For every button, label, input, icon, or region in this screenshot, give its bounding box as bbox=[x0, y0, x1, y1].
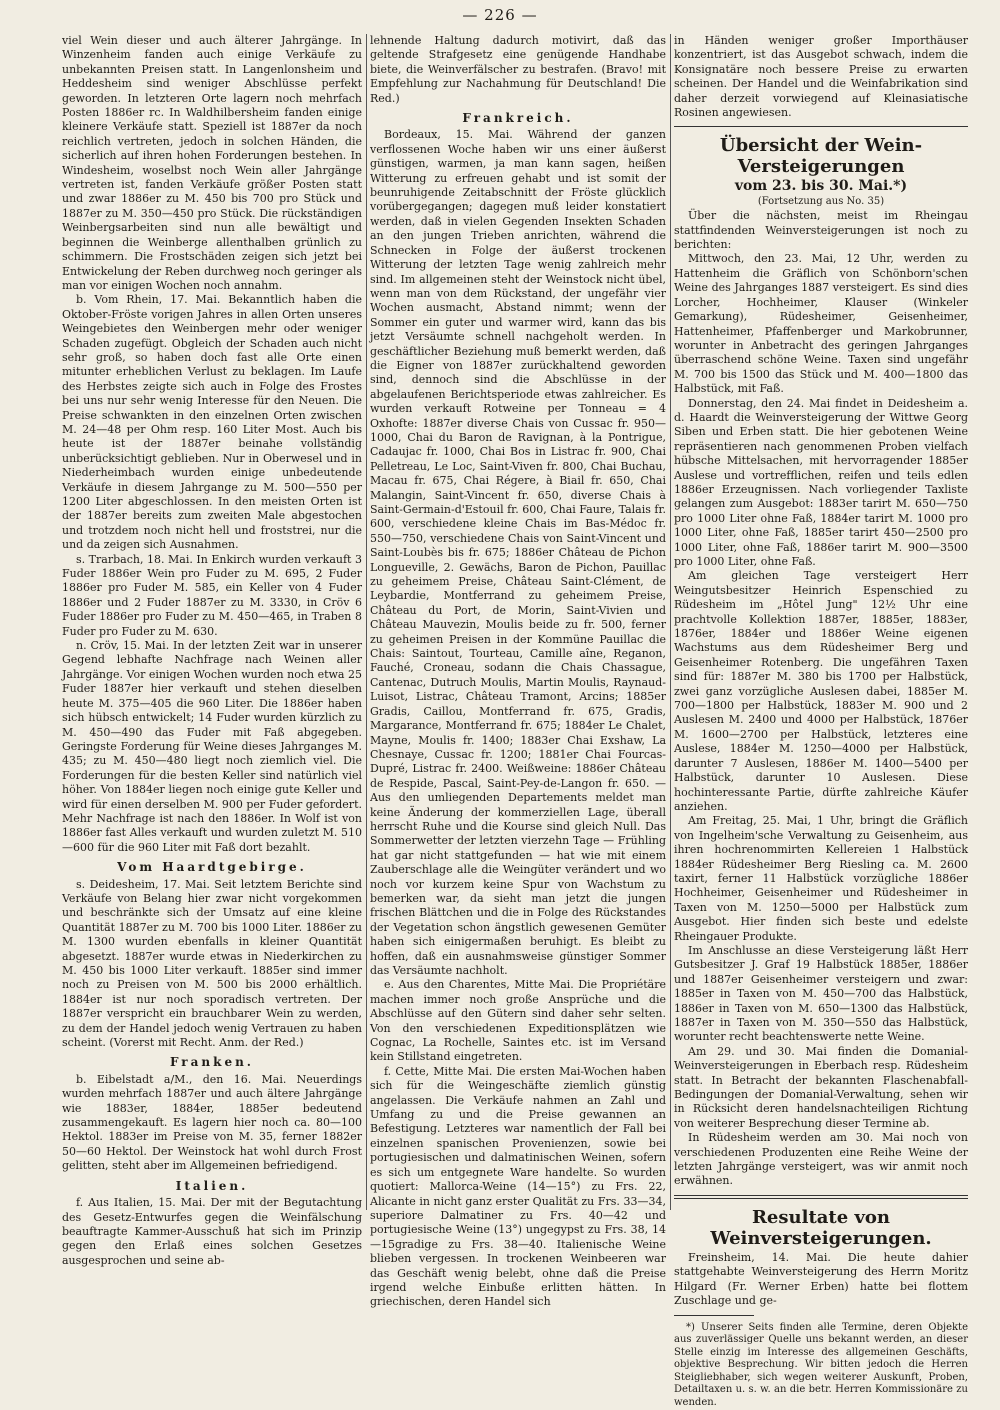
page-number: — 226 — bbox=[462, 6, 538, 24]
col1-paragraph: s. Deidesheim, 17. Mai. Seit letztem Berichte sind Verkäufe von Belang hier zwar nicht vorgekommen und beschränkte sich der Umsatz auf eine kleine Quantität 1887er zu M. 700 bis 1000 Liter. 1886er zu M. 1300 wurden ebenfalls in kleiner Quantität abgesetzt. 1887er wurde etwas in Niederkirchen zu M. 450 bis 1000 Liter verkauft. 1885er sind immer noch zu Preisen von M. 500 bis 2000 erhältlich. 1884er ist nur noch sporadisch vertreten. Der 1887er verspricht ein brauchbarer Wein zu werden, zu dem der Handel jedoch wenig Vertrauen zu haben scheint. (Vorerst mit Recht. Anm. der Red.) bbox=[62, 877, 362, 1050]
col2-paragraph: e. Aus den Charentes, Mitte Mai. Die Propriétäre machen immer noch große Ansprüche und die Abschlüsse auf den Gütern sind daher sehr selten. Von den verschiedenen Expeditionsplätzen wie Cognac, La Rochelle, Saintes etc. ist im Versand kein Stillstand eingetreten. bbox=[370, 978, 666, 1064]
heading-resultate: Resultate von Weinversteigerungen. bbox=[710, 1206, 932, 1249]
section-divider bbox=[674, 126, 968, 127]
heading-uebersicht: Übersicht der Wein-Versteigerungen bbox=[719, 135, 923, 178]
continuation-note: (Fortsetzung aus No. 35) bbox=[757, 195, 885, 207]
footnote bbox=[674, 1322, 968, 1410]
col3-paragraph: Am gleichen Tage versteigert Herr Weingutsbesitzer Heinrich Espenschied zu Rüdesheim im „Hôtel Jung" 12½ Uhr eine prachtvolle Kollektion 1887er, 1885er, 1883er, 1876er, 1884er und 1886er Weine eigenen Wachstums aus dem Rüdesheimer Berg und Geisenheimer Rotenberg. Die ungefähren Taxen sind für: 1887er M. 380 bis 1700 per Halbstück, zwei ganz vorzügliche Auslesen dabei, 1885er M. 700—1800 per Halbstück, 1883er M. 900 und 2 Auslesen M. 2400 und 4000 per Halbstück, 1876er M. 1600—2700 per Halbstück, letzteres eine Auslese, 1884er M. 1250—4000 per Halbstück, darunter 7 Auslesen, 1886er M. 1400—5400 per Halbstück, darunter 10 Auslesen. Diese hochinteressante Partie, dürfte zahlreiche Käufer anziehen. bbox=[674, 569, 968, 813]
col1-paragraph: f. Aus Italien, 15. Mai. Der mit der Begutachtung des Gesetz-Entwurfes gegen die Weinfälschung beauftragte Kammer-Ausschuß hat sich im Prinzip gegen den Erlaß eines solchen Gesetzes ausgesprochen und seine ab- bbox=[62, 1196, 362, 1267]
col3-paragraph: Donnerstag, den 24. Mai findet in Deidesheim a. d. Haardt die Weinversteigerung der Wittwe Georg Siben und Erben statt. Die hier gebotenen Weine repräsentieren nach genommenen Proben vielfach hübsche Mittelsachen, mit hervorragender 1885er Auslese und vortrefflichen, reifen und teils edlen 1886er Erzeugnissen. Nach vorliegender Taxliste gelangen zum Ausgebot: 1883er tarirt M. 650—750 pro 1000 Liter ohne Faß, 1884er tarirt M. 1000 pro 1000 Liter, ohne Faß, 1885er tarirt 450—2500 pro 1000 Liter, ohne Faß, 1886er tarirt M. 900—3500 pro 1000 Liter, ohne Faß. bbox=[674, 396, 968, 568]
col1-paragraph: b. Eibelstadt a/M., den 16. Mai. Neuerdings wurden mehrfach 1887er und auch ältere Jahrgänge wie 1883er, 1884er, 1885er bedeutend zusammengekauft. Es lagern hier noch ca. 80—100 Hektol. 1883er im Preise von M. 35, ferner 1882er 50—60 Hektol. Der Weinstock hat wohl durch Frost gelitten, steht aber im Allgemeinen befriedigend. bbox=[62, 1072, 362, 1173]
col2-paragraph: Bordeaux, 15. Mai. Während der ganzen verflossenen Woche haben wir uns einer äußerst günstigen, warmen, ja man kann sagen, heißen Witterung zu erfreuen gehabt und ist somit der beunruhigende Zeitabschnitt der Fröste glücklich vorübergegangen; dagegen muß leider konstatiert werden, daß in vielen Gegenden Insekten Schaden an den jungen Trieben anrichten, während die Schnecken in Folge der äußerst trockenen Witterung der letzten Tage wenig zahlreich mehr sind. Im allgemeinen steht der Weinstock nicht übel, wenn man von dem Rückstand, der ungefähr vier Wochen ausmacht, Abstand nimmt; wenn der Sommer ein guter und warmer wird, kann das bis jetzt Versäumte schnell nachgeholt werden. In geschäftlicher Beziehung muß bemerkt werden, daß die Eigner von 1887er zurückhaltend geworden sind, dennoch sind die Abschlüsse in der abgelaufenen Berichtsperiode etwas zahlreicher. Es wurden verkauft Rotweine per Tonneau = 4 Oxhofte: 1887er diverse Chais von Cussac fr. 950—1000, Chai du Baron de Ravignan, à la Pontrigue, Cadaujac fr. 1000, Chai Bos in Listrac fr. 900, Chai Pelletreau, Le Loc, Saint-Viven fr. 800, Chai Buchau, Macau fr. 675, Chai Régere, à Biail fr. 650, Chai Malangin, Saint-Vincent fr. 650, diverse Chais à Saint-Germain-d'Estouil fr. 600, Chai Faure, Talais fr. 600, verschiedene kleine Chais im Bas-Médoc fr. 550—750, verschiedene Chais von Saint-Vincent und Saint-Loubès bis fr. 675; 1886er Château de Pichon Longueville, 2. Gewächs, Baron de Pichon, Pauillac zu geheimem Preise, Château Saint-Clément, de Leybardie, Montferrand zu geheimem Preise, Château du Port, de Morin, Saint-Vivien und Château Mauvezin, Moulis beide zu fr. 500, ferner zu geheimen Preisen in der Kommüne Pauillac die Chais: Saintout, Tourteau, Camille aîne, Reganon, Fauché, Croneau, sodann die Chais Chassague, Cantenac, Dutruch Moulis, Martin Moulis, Raynaud-Luisot, Listrac, Château Tramont, Arcins; 1885er Gradis, Caillou, Montferrand fr. 675, Gradis, Margarance, Montferrand fr. 675; 1884er Le Chalet, Mayne, Moulis fr. 1400; 1883er Chai Exshaw, La Chesnaye, Cussac fr. 1200; 1881er Chai Fourcas-Dupré, Listrac fr. 2400. Weißweine: 1886er Château de Respide, Pascal, Saint-Pey-de-Langon fr. 650. — Aus den umliegenden Departements meldet man keine Änderung der kommerziellen Lage, überall herrscht Ruhe und die Kourse sind gleich Null. Das Sommerwetter der letzten vierzehn Tage — Frühling hat gar nicht stattgefunden — hat wie mit einem Zauberschlage alle die Weingüter verändert und wo noch vor kurzem keine Spur von Wachstum zu bemerken war, da sieht man jetzt die jungen frischen Blättchen und die in Folge des Rückstandes der Vegetation schon ängstlich gewesenen Gemüter haben sich einigermaßen beruhigt. Es bleibt zu hoffen, daß ein ausnahmsweise günstiger Sommer das Versäumte nachholt. bbox=[370, 128, 666, 977]
column-3 bbox=[674, 34, 968, 1409]
col3-paragraph: Im Anschlusse an diese Versteigerung läßt Herr Gutsbesitzer J. Graf 19 Halbstück 1885er, 1886er und 1887er Geisenheimer versteigern und zwar: 1885er in Taxen von M. 450—700 das Halbstück, 1886er in Taxen von M. 650—1300 das Halbstück, 1887er in Taxen von M. 350—550 das Halbstück, worunter recht beachtenswerte nette Weine. bbox=[674, 943, 968, 1044]
subheading-uebersicht: vom 23. bis 30. Mai.*) bbox=[734, 178, 908, 195]
footnote-separator bbox=[674, 1315, 754, 1316]
col3-paragraph: Mittwoch, den 23. Mai, 12 Uhr, werden zu Hattenheim die Gräflich von Schönborn'schen Weine des Jahrganges 1887 versteigert. Es sind dies Lorcher, Hochheimer, Klauser (Winkeler Gemarkung), Rüdesheimer, Geisenheimer, Hattenheimer, Pfaffenberger und Markobrunner, worunter in Anbetracht des geringen Jahrganges überraschend schöne Weine. Taxen sind ungefähr M. 700 bis 1500 das Stück und M. 400—1800 das Halbstück, mit Faß. bbox=[674, 252, 968, 396]
col3-paragraph: Freinsheim, 14. Mai. Die heute dahier stattgehabte Weinversteigerung des Herrn Moritz Hilgard (Fr. Werner Erben) hatte bei flottem Zuschlage und ge- bbox=[674, 1250, 968, 1308]
footnote-text: *) Unserer Seits finden alle Termine, deren Objekte aus zuverlässiger Quelle uns bekannt werden, an dieser Stelle einzig im Interesse des allgemeinen Geschäfts, objektive Besprechung. Wir bitten jedoch die Herren Steigliebhaber, sich wegen weiterer Auskunft, Proben, Detailtaxen u. s. w. an die betr. Herren Kommissionäre zu wenden. bbox=[674, 1321, 968, 1409]
col1-paragraph: viel Wein dieser und auch älterer Jahrgänge. In Winzenheim fanden auch einige Verkäufe zu unbekannten Preisen statt. In Langenlonsheim und Heddesheim sind weniger Abschlüsse perfekt geworden. In letzteren Orte lagern noch mehrfach Posten 1886er rc. In Waldhilbersheim fanden einige kleinere Verkäufe statt. Speziell ist 1887er da noch reichlich vertreten, jedoch in solchen Händen, die sicherlich auf ihren hohen Forderungen bestehen. In Windesheim, woselbst noch Wein aller Jahrgänge vertreten ist, fanden Verkäufe größer Posten statt und zwar 1886er zu M. 450 bis 700 pro Stück und 1887er zu M. 350—450 pro Stück. Die rückständigen Weinbergsarbeiten sind nun alle bewältigt und beginnen die Weinberge allenthalben grünlich zu schimmern. Die Frostschäden zeigen sich jetzt bei Entwickelung der Reben durchweg noch geringer als man vor einigen Wochen noch annahm. bbox=[62, 34, 362, 292]
col3-paragraph: In Rüdesheim werden am 30. Mai noch von verschiedenen Produzenten eine Reihe Weine der letzten Jahrgänge versteigert, was wir anmit noch erwähnen. bbox=[674, 1131, 968, 1188]
column-divider-1 bbox=[366, 34, 367, 1210]
col2-paragraph: f. Cette, Mitte Mai. Die ersten Mai-Wochen haben sich für die Weingeschäfte ziemlich günstig angelassen. Die Verkäufe nahmen an Zahl und Umfang zu und die Preise gewannen an Befestigung. Letzteres war namentlich der Fall bei einzelnen spanischen Provenienzen, sowie bei portugiesischen und dalmatinischen Weinen, sofern es sich um entgegnete Ware handelte. So wurden quotiert: Mallorca-Weine (14—15°) zu Frs. 22, Alicante in nicht ganz erster Qualität zu Frs. 33—34, superiore Dalmatiner zu Frs. 40—42 und portugiesische Weine (13°) ungegypst zu Frs. 38, 14—15gradige zu Frs. 38—40. Italienische Weine blieben vergessen. In trockenen Weinbeeren war das Geschäft wenig belebt, ohne daß die Preise irgend welche Einbuße erlitten hätten. In griechischen, deren Handel sich bbox=[370, 1064, 666, 1309]
col2-paragraph: lehnende Haltung dadurch motivirt, daß das geltende Strafgesetz eine genügende Handhabe biete, die Weinverfälscher zu bestrafen. (Bravo! mit Empfehlung zur Nachahmung für Deutschland! Die Red.) bbox=[370, 34, 666, 105]
section-heading-frankreich: Frankreich. bbox=[462, 111, 574, 126]
column-divider-2 bbox=[670, 34, 671, 1210]
column-1 bbox=[62, 34, 362, 1267]
column-2 bbox=[370, 34, 666, 1309]
section-heading-italien: Italien. bbox=[175, 1178, 249, 1193]
col3-paragraph: Über die nächsten, meist im Rheingau stattfindenden Weinversteigerungen ist noch zu berichten: bbox=[674, 209, 968, 252]
col3-paragraph: Am 29. und 30. Mai finden die Domanial-Weinversteigerungen in Eberbach resp. Rüdesheim statt. In Betracht der bekannten Flaschenabfall-Bedingungen der Domanial-Verwaltung, sehen wir in Rücksicht deren handelsnachteiligen Richtung von weiterer Besprechung dieser Termine ab. bbox=[674, 1044, 968, 1130]
col1-paragraph: b. Vom Rhein, 17. Mai. Bekanntlich haben die Oktober-Fröste vorigen Jahres in allen Orten unseres Weingebietes den Weinbergen mehr oder weniger Schaden zugefügt. Obgleich der Schaden auch nicht sehr groß, so haben doch fast alle Orte einen mitunter erheblichen Verlust zu beklagen. Im Laufe des Herbstes zeigte sich auch in Folge des Frostes bei uns nur sehr wenig Interesse für den Neuen. Die Preise schwankten in den einzelnen Orten zwischen M. 24—48 per Ohm resp. 160 Liter Most. Auch bis heute ist der 1887er beinahe vollständig unberücksichtigt geblieben. Nur in Oberwesel und in Niederheimbach wurden einige unbedeutende Verkäufe in diesem Jahrgange zu M. 500—550 per 1200 Liter abgeschlossen. In den meisten Orten ist der 1887er bereits zum zweiten Male abgestochen und trotzdem noch nicht hell und froststrei, nur die und da zeigen sich Ausnahmen. bbox=[62, 293, 362, 552]
section-heading-franken: Franken. bbox=[170, 1055, 254, 1070]
col1-paragraph: s. Trarbach, 18. Mai. In Enkirch wurden verkauft 3 Fuder 1886er Wein pro Fuder zu M. 695, 2 Fuder 1886er pro Fuder M. 585, ein Keller von 4 Fuder 1886er und 2 Fuder 1887er zu M. 3330, in Cröv 6 Fuder 1886er pro Fuder zu M. 450—465, in Traben 8 Fuder pro Fuder zu M. 630. bbox=[62, 552, 362, 638]
col1-paragraph: n. Cröv, 15. Mai. In der letzten Zeit war in unserer Gegend lebhafte Nachfrage nach Weinen aller Jahrgänge. Vor einigen Wochen wurden noch etwa 25 Fuder 1887er hier verkauft und stehen dieselben heute M. 375—405 die 960 Liter. Die 1886er haben sich hübsch entwickelt; 14 Fuder wurden kürzlich zu M. 450—490 das Fuder mit Faß abgegeben. Geringste Forderung für Weine dieses Jahrganges M. 435; zu M. 450—480 liegt noch ziemlich viel. Die Forderungen für die besten Keller sind natürlich viel höher. Von 1884er liegen noch einige gute Keller und wird für einen derselben M. 900 per Fuder gefordert. Mehr Nachfrage ist nach den 1886er. In Wolf ist von 1886er fast Alles verkauft und wurden zuletzt M. 510—600 für die 960 Liter mit Faß dort bezahlt. bbox=[62, 639, 362, 854]
section-heading-haardt: Vom Haardtgebirge. bbox=[117, 860, 307, 875]
section-divider bbox=[674, 1198, 968, 1199]
col3-paragraph: Am Freitag, 25. Mai, 1 Uhr, bringt die Gräflich von Ingelheim'sche Verwaltung zu Geisenheim, aus ihren hochrenommirten Kellereien 1 Halbstück 1884er Rüdesheimer Berg Riesling ca. M. 2600 taxirt, ferner 11 Halbstück vorzügliche 1886er Hochheimer, Geisenheimer und Rüdesheimer in Taxen von M. 1250—5000 per Halbstück zum Ausgebot. Hier finden sich beste und edelste Rheingauer Produkte. bbox=[674, 814, 968, 943]
section-divider bbox=[674, 1195, 968, 1196]
col3-paragraph: in Händen weniger großer Importhäuser konzentriert, ist das Ausgebot schwach, indem die Konsignatäre noch bessere Preise zu erwarten scheinen. Der Handel und die Weinfabrikation sind daher derzeit vorwiegend auf Kleinasiatische Rosinen angewiesen. bbox=[674, 34, 968, 120]
